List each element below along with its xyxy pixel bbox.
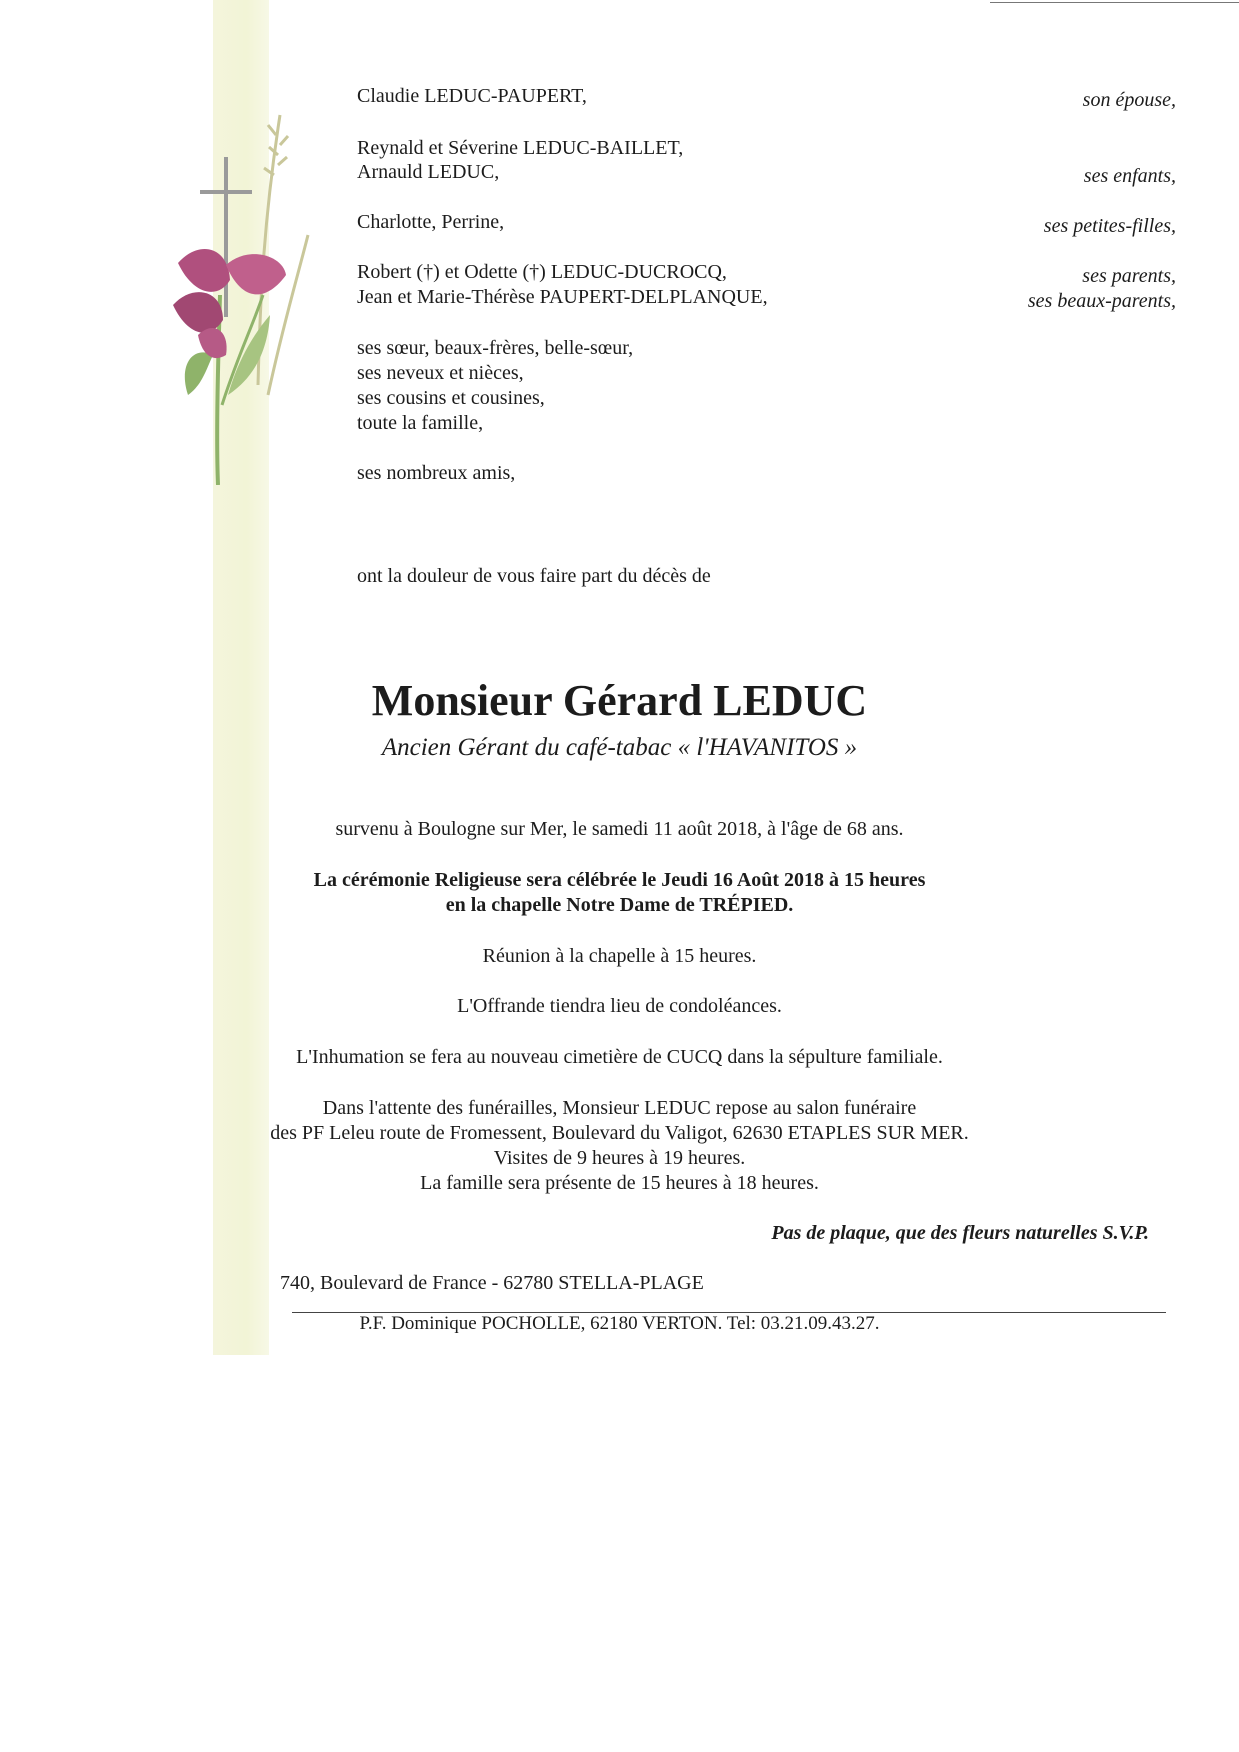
ceremony-line: La cérémonie Religieuse sera célébrée le Jeudi 16 Août 2018 à 15 heures — [313, 869, 926, 891]
meeting-line: Réunion à la chapelle à 15 heures. — [482, 945, 757, 967]
ceremony-line: en la chapelle Notre Dame de TRÉPIED. — [445, 894, 794, 916]
family-name-line: Charlotte, Perrine, — [357, 211, 505, 233]
family-relation: son épouse, — [1082, 89, 1176, 111]
viewing-line: La famille sera présente de 15 heures à 18 heures. — [420, 1172, 819, 1194]
cross-icon — [200, 157, 252, 317]
lily-flower-icon — [173, 249, 286, 485]
viewing-line: des PF Leleu route de Fromessent, Boulevard du Valigot, 62630 ETAPLES SUR MER. — [270, 1122, 969, 1144]
wheat-icon — [258, 115, 308, 395]
others-line: ses neveux et nièces, — [357, 362, 524, 384]
family-name-line: Arnauld LEDUC, — [357, 161, 500, 183]
family-name-line: Jean et Marie-Thérèse PAUPERT-DELPLANQUE, — [357, 286, 768, 308]
others-line: ses sœur, beaux-frères, belle-sœur, — [357, 337, 634, 359]
viewing-line: Dans l'attente des funérailles, Monsieur LEDUC repose au salon funéraire — [322, 1097, 917, 1119]
family-relation: ses petites-filles, — [1043, 215, 1176, 237]
funeral-home-footer: P.F. Dominique POCHOLLE, 62180 VERTON. Tel: 03.21.09.43.27. — [359, 1313, 880, 1334]
address-line: 740, Boulevard de France - 62780 STELLA-PLAGE — [280, 1272, 704, 1294]
deceased-name: Monsieur Gérard LEDUC — [371, 676, 868, 725]
offering-line: L'Offrande tiendra lieu de condoléances. — [457, 995, 782, 1017]
family-name-line: Claudie LEDUC-PAUPERT, — [357, 85, 587, 107]
family-name-line: Reynald et Séverine LEDUC-BAILLET, — [357, 137, 684, 159]
deceased-title: Ancien Gérant du café-tabac « l'HAVANITOS » — [381, 734, 858, 761]
death-notice: survenu à Boulogne sur Mer, le samedi 11 août 2018, à l'âge de 68 ans. — [335, 818, 904, 840]
family-name-line: Robert (†) et Odette (†) LEDUC-DUCROCQ, — [357, 261, 727, 283]
intro-line: ont la douleur de vous faire part du décès de — [357, 565, 711, 587]
family-relation: ses parents, — [1082, 265, 1176, 287]
viewing-line: Visites de 9 heures à 19 heures. — [493, 1147, 746, 1169]
closing-request: Pas de plaque, que des fleurs naturelles S.V.P. — [771, 1222, 1149, 1244]
others-line: toute la famille, — [357, 412, 484, 434]
family-relation: ses enfants, — [1083, 165, 1176, 187]
cross-and-lily-illustration — [168, 105, 318, 485]
burial-line: L'Inhumation se fera au nouveau cimetière de CUCQ dans la sépulture familiale. — [296, 1046, 943, 1068]
family-relation: ses beaux-parents, — [1027, 290, 1176, 312]
others-line: ses cousins et cousines, — [357, 387, 545, 409]
scan-edge-line — [990, 2, 1239, 3]
friends-line: ses nombreux amis, — [357, 462, 516, 484]
